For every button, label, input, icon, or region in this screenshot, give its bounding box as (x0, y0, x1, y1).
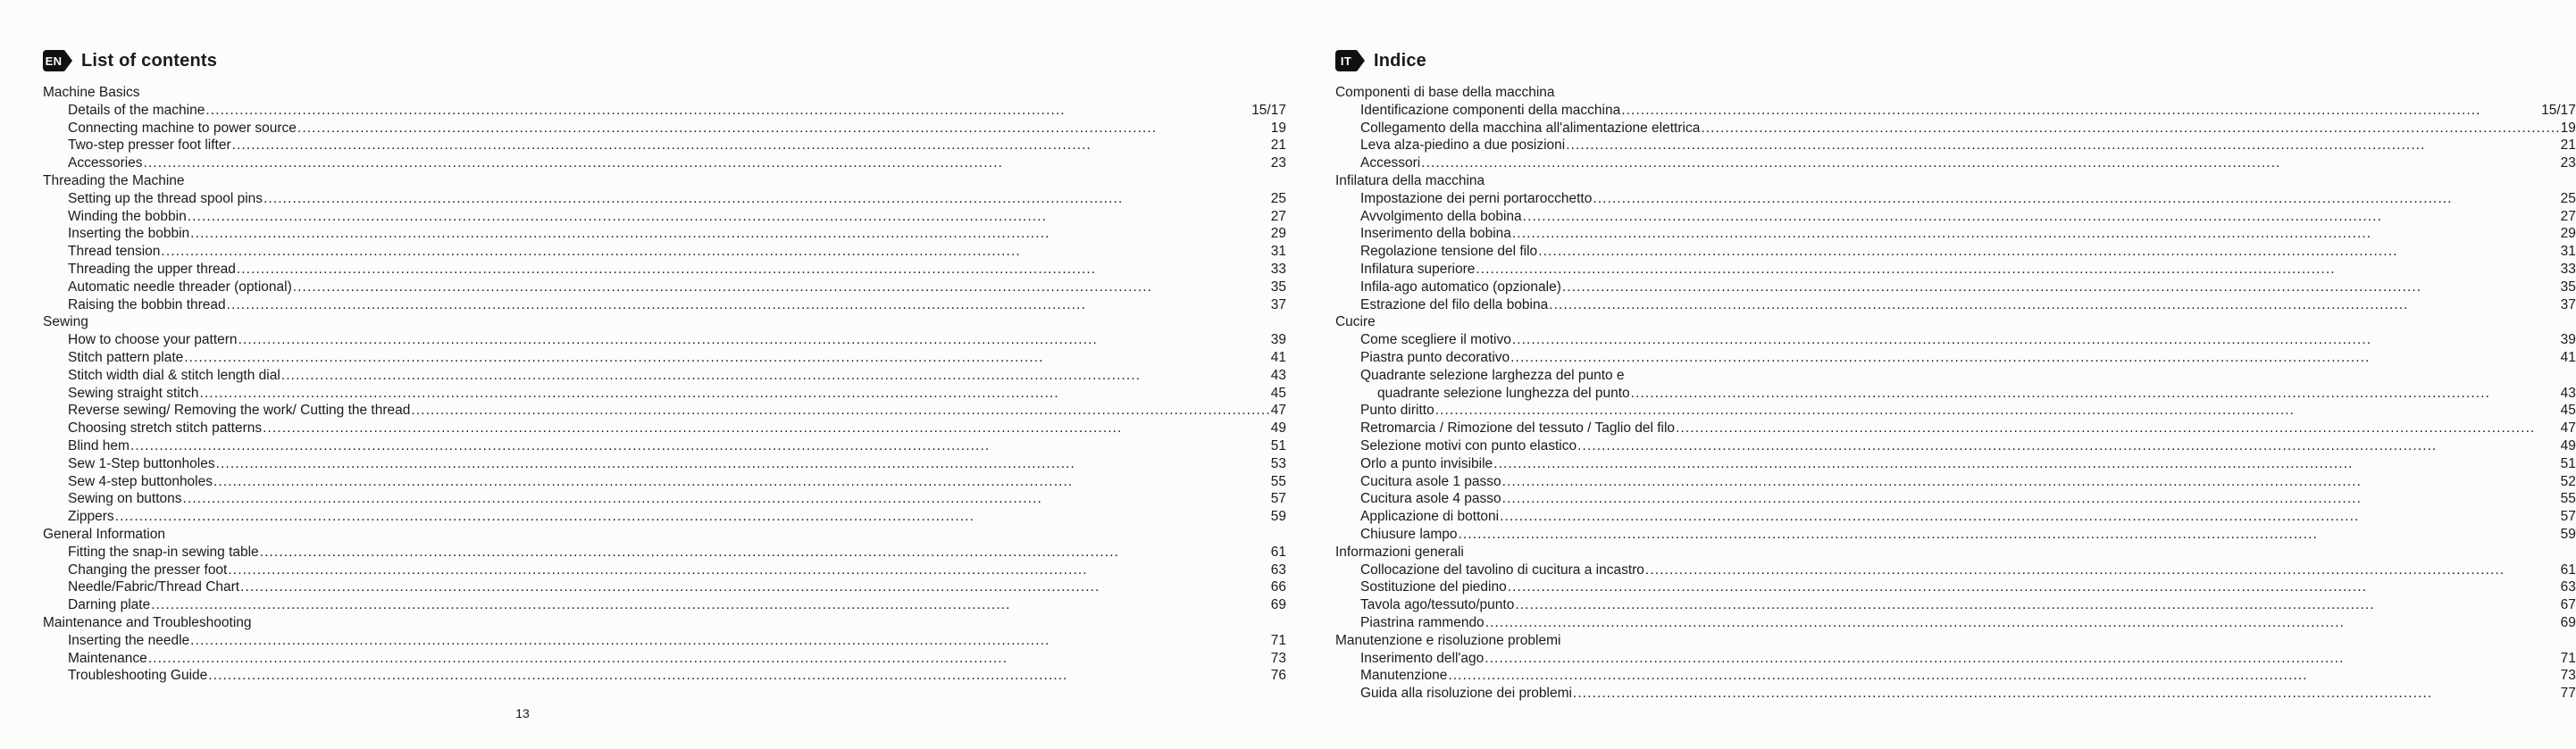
toc-entry-label: Accessories (68, 155, 143, 171)
toc-entry-label: Changing the presser foot (68, 562, 228, 578)
dot-leader (1630, 385, 2561, 403)
toc-entry (1335, 331, 2576, 349)
toc-entry-label: Automatic needle threader (optional) (68, 279, 292, 295)
dot-leader (1577, 437, 2561, 455)
dot-leader (198, 385, 1270, 403)
toc-entry-page: 51 (1270, 437, 1286, 454)
toc-entry-page: 77 (2560, 686, 2576, 702)
toc-entry-label: Sostituzione del piedino (1359, 579, 1507, 595)
toc-entry-label: Zippers (68, 509, 114, 525)
dot-leader (1620, 102, 2541, 120)
toc-entry-page: 69 (2560, 614, 2576, 630)
toc-entry (43, 385, 1286, 403)
toc-entry (1335, 455, 2576, 473)
toc-entry-label: Reverse sewing/ Removing the work/ Cutting the thread (68, 403, 411, 419)
dot-leader (226, 296, 1271, 314)
toc-title-italian: Indice (1373, 50, 1426, 71)
toc-entry-page: 61 (1270, 544, 1286, 560)
toc-entry (1335, 490, 2576, 508)
toc-entry (43, 402, 1286, 420)
toc-entry (1335, 296, 2576, 314)
toc-entry-page: 37 (1270, 296, 1286, 312)
toc-entry (43, 650, 1286, 668)
toc-entry (1335, 402, 2576, 420)
toc-entry (43, 632, 1286, 650)
toc-column-italian (1335, 49, 2576, 703)
toc-entry-page: 45 (2560, 403, 2576, 419)
dot-leader (297, 120, 1271, 137)
toc-entry-page: 52 (2560, 473, 2576, 489)
toc-entry-label: Sew 4-step buttonholes (68, 473, 213, 489)
dot-leader (1484, 650, 2560, 668)
dot-leader (182, 490, 1271, 508)
toc-entry (43, 349, 1286, 367)
toc-entry-page: 33 (1270, 261, 1286, 277)
toc-section-heading: Sewing (43, 314, 88, 330)
toc-title-english: List of contents (81, 50, 218, 71)
dot-leader (143, 154, 1271, 172)
dot-leader (236, 261, 1271, 279)
toc-entry (1335, 614, 2576, 632)
toc-entry-label: Piastrina rammendo (1359, 614, 1485, 630)
toc-entry (1335, 685, 2576, 703)
toc-entry-page: 31 (2560, 244, 2576, 260)
toc-section-heading: Machine Basics (43, 85, 140, 100)
toc-entry-page: 73 (1270, 650, 1286, 666)
toc-entry-page: 55 (1270, 473, 1286, 489)
toc-section-heading: Maintenance and Troubleshooting (43, 614, 252, 630)
toc-entry-page: 55 (2560, 491, 2576, 507)
dot-leader (213, 473, 1271, 491)
toc-entry-page: 47 (1270, 403, 1286, 419)
toc-entry-page: 25 (2560, 190, 2576, 206)
dot-leader (150, 596, 1271, 614)
toc-entry (1335, 279, 2576, 296)
toc-section-heading: Informazioni generali (1334, 544, 1464, 560)
toc-section-heading: Cucire (1334, 314, 1376, 330)
toc-entry-page: 71 (2560, 650, 2576, 666)
dot-leader (189, 632, 1271, 650)
dot-leader (1592, 190, 2560, 208)
dot-leader (215, 455, 1271, 473)
toc-entry-page: 57 (2560, 509, 2576, 525)
toc-entry (43, 208, 1286, 226)
toc-entry-label: Connecting machine to power source (68, 120, 297, 136)
toc-entry (43, 544, 1286, 562)
toc-entry-label: Impostazione dei perni portarocchetto (1359, 190, 1593, 206)
toc-entry (43, 225, 1286, 243)
toc-entry (43, 455, 1286, 473)
toc-entry-label: Come scegliere il motivo (1359, 332, 1511, 348)
toc-entry (1335, 120, 2576, 137)
toc-entry-label: Chiusure lampo (1359, 526, 1458, 542)
toc-entry-label: Inserimento dell'ago (1359, 650, 1485, 666)
toc-entry-label: Estrazione del filo della bobina (1359, 296, 1549, 312)
toc-entry-page: 59 (2560, 526, 2576, 542)
toc-entry-page: 67 (2560, 597, 2576, 613)
toc-entry-label: Inserting the bobbin (68, 226, 190, 242)
dot-leader (1493, 455, 2560, 473)
toc-entry-page: 69 (1270, 597, 1286, 613)
toc-entry-page: 15/17 (1251, 102, 1286, 118)
toc-entry-label: Raising the bobbin thread (68, 296, 226, 312)
dot-leader (1485, 614, 2561, 632)
toc-entry-label: Retromarcia / Rimozione del tessuto / Taglio del filo (1359, 420, 1676, 437)
toc-entry-label: Sew 1-Step buttonholes (68, 455, 215, 471)
dot-leader (1510, 349, 2561, 367)
toc-columns (43, 49, 2576, 703)
toc-entry-label: Stitch pattern plate (68, 349, 184, 365)
toc-entry (43, 279, 1286, 296)
toc-entry-page: 39 (2560, 332, 2576, 348)
toc-entry-label: Maintenance (68, 650, 147, 666)
toc-entry-label: Sewing straight stitch (68, 385, 199, 401)
toc-entry-page: 35 (2560, 279, 2576, 295)
toc-entry-label: Leva alza-piedino a due posizioni (1359, 137, 1566, 154)
dot-leader (1700, 120, 2560, 137)
dot-leader (1507, 578, 2561, 596)
toc-entry (43, 667, 1286, 685)
toc-entry (1335, 137, 2576, 154)
dot-leader (189, 225, 1271, 243)
dot-leader (130, 437, 1271, 455)
toc-entry (43, 562, 1286, 579)
dot-leader (205, 102, 1251, 120)
toc-entry-label: Choosing stretch stitch patterns (68, 420, 263, 437)
toc-entry-label: Details of the machine (68, 102, 205, 118)
dot-leader (1420, 154, 2561, 172)
toc-entry (43, 102, 1286, 120)
toc-entry-label: Stitch width dial & stitch length dial (68, 367, 280, 383)
dot-leader (238, 331, 1271, 349)
dot-leader (147, 650, 1271, 668)
toc-entry-page: 49 (2560, 437, 2576, 454)
dot-leader (1501, 473, 2561, 491)
toc-entry (1335, 473, 2576, 491)
dot-leader (207, 667, 1270, 685)
toc-entry-page: 43 (2560, 385, 2576, 401)
toc-entry (43, 261, 1286, 279)
toc-entry-page: 15/17 (2541, 102, 2576, 118)
language-badge-en-icon: EN (43, 50, 64, 71)
toc-section-heading: Threading the Machine (43, 172, 185, 188)
toc-entry-page: 23 (1270, 155, 1286, 171)
dot-leader (227, 562, 1270, 579)
toc-entry-page: 25 (1270, 190, 1286, 206)
toc-entry-label: Troubleshooting Guide (68, 668, 208, 684)
dot-leader (1572, 685, 2561, 703)
toc-entry-page: 51 (2560, 455, 2576, 471)
toc-entry-label: Piastra punto decorativo (1359, 349, 1510, 365)
toc-entry-page: 63 (1270, 562, 1286, 578)
toc-entry-label: Setting up the thread spool pins (68, 190, 263, 206)
toc-entry (1335, 650, 2576, 668)
dot-leader (1511, 331, 2561, 349)
toc-entry-label: Quadrante selezione larghezza del punto e (1359, 367, 1625, 383)
toc-entry (43, 578, 1286, 596)
toc-entry-page: 45 (1270, 385, 1286, 401)
toc-entry (1335, 526, 2576, 544)
dot-leader (239, 578, 1271, 596)
toc-entry-label: Accessori (1359, 155, 1421, 171)
toc-entry (1335, 225, 2576, 243)
toc-list-english (43, 84, 1286, 685)
dot-leader (1644, 562, 2561, 579)
toc-entry (43, 120, 1286, 137)
toc-entry-label: Guida alla risoluzione dei problemi (1359, 686, 1572, 702)
toc-entry-label: Selezione motivi con punto elastico (1359, 437, 1577, 454)
dot-leader (1501, 490, 2561, 508)
toc-entry-label: Two-step presser foot lifter (68, 137, 231, 154)
toc-entry-label: Threading the upper thread (68, 261, 236, 277)
toc-entry-label: Needle/Fabric/Thread Chart (68, 579, 240, 595)
toc-entry-page: 27 (1270, 208, 1286, 224)
toc-entry (1335, 385, 2576, 403)
toc-entry (43, 473, 1286, 491)
dot-leader (263, 190, 1271, 208)
toc-entry (1335, 508, 2576, 526)
dot-leader (1548, 296, 2560, 314)
toc-entry-page: 71 (1270, 632, 1286, 648)
dot-leader (1675, 420, 2561, 437)
toc-entry-page: 63 (2560, 579, 2576, 595)
toc-entry (43, 490, 1286, 508)
dot-leader (262, 420, 1271, 437)
dot-leader (280, 367, 1271, 385)
toc-entry-page: 19 (1270, 120, 1286, 136)
toc-entry-page: 57 (1270, 491, 1286, 507)
toc-entry-page: 73 (2560, 668, 2576, 684)
toc-entry-page: 21 (1270, 137, 1286, 154)
dot-leader (259, 544, 1271, 562)
toc-entry-label: Collocazione del tavolino di cucitura a incastro (1359, 562, 1644, 578)
toc-entry-label: Winding the bobbin (68, 208, 187, 224)
toc-entry-page: 21 (2560, 137, 2576, 154)
toc-entry (1335, 243, 2576, 261)
toc-entry-page: 61 (2560, 562, 2576, 578)
toc-entry (1335, 437, 2576, 455)
toc-section-heading: Infilatura della macchina (1334, 172, 1485, 188)
toc-entry (1335, 562, 2576, 579)
toc-entry (43, 596, 1286, 614)
toc-entry-label: Infila-ago automatico (opzionale) (1359, 279, 1561, 295)
toc-header-english (43, 49, 1286, 72)
dot-leader (1475, 261, 2560, 279)
toc-entry (1335, 190, 2576, 208)
toc-entry (1335, 349, 2576, 367)
toc-entry-page: 29 (2560, 226, 2576, 242)
toc-column-english (43, 49, 1286, 703)
toc-entry-page: 39 (1270, 332, 1286, 348)
toc-entry-label: Inserting the needle (68, 632, 190, 648)
toc-entry-page: 31 (1270, 244, 1286, 260)
toc-entry (43, 437, 1286, 455)
dot-leader (1522, 208, 2561, 226)
toc-entry-page: 37 (2560, 296, 2576, 312)
toc-entry (43, 190, 1286, 208)
toc-entry (43, 508, 1286, 526)
toc-entry-page: 35 (1270, 279, 1286, 295)
dot-leader (187, 208, 1271, 226)
toc-entry (43, 367, 1286, 385)
toc-entry-page: 53 (1270, 455, 1286, 471)
toc-entry-label: Thread tension (68, 244, 161, 260)
toc-entry-label: Collegamento della macchina all'alimentazione elettrica (1359, 120, 1701, 136)
toc-entry-page: 76 (1270, 668, 1286, 684)
toc-entry-label: Orlo a punto invisibile (1359, 455, 1493, 471)
dot-leader (1499, 508, 2561, 526)
toc-entry (1335, 102, 2576, 120)
toc-entry-label: Fitting the snap-in sewing table (68, 544, 259, 560)
toc-entry-label: Punto diritto (1359, 403, 1434, 419)
toc-entry (43, 154, 1286, 172)
toc-entry (43, 137, 1286, 154)
toc-entry-page: 59 (1270, 509, 1286, 525)
toc-entry-page: 41 (1270, 349, 1286, 365)
dot-leader (1458, 526, 2561, 544)
toc-entry (43, 296, 1286, 314)
toc-entry-page: 27 (2560, 208, 2576, 224)
toc-entry-label: Blind hem (68, 437, 130, 454)
toc-entry (1335, 154, 2576, 172)
dot-leader (183, 349, 1270, 367)
toc-entry-page: 29 (1270, 226, 1286, 242)
toc-entry (1335, 261, 2576, 279)
dot-leader (1511, 225, 2561, 243)
dot-leader (1537, 243, 2560, 261)
toc-entry-label: Identificazione componenti della macchina (1359, 102, 1621, 118)
toc-entry (1335, 420, 2576, 437)
toc-entry-label: Cucitura asole 1 passo (1359, 473, 1501, 489)
toc-entry (1335, 367, 2576, 385)
toc-entry-page: 23 (2560, 155, 2576, 171)
toc-entry (1335, 596, 2576, 614)
toc-entry-label: quadrante selezione lunghezza del punto (1376, 385, 1630, 401)
dot-leader (1565, 137, 2560, 154)
toc-entry (1335, 208, 2576, 226)
page-number: 13 (515, 706, 530, 720)
toc-entry-label: Tavola ago/tessuto/punto (1359, 597, 1515, 613)
language-badge-it-icon: IT (1335, 50, 1357, 71)
toc-entry-page: 66 (1270, 579, 1286, 595)
toc-entry-page: 49 (1270, 420, 1286, 437)
toc-header-italian (1335, 49, 2576, 72)
dot-leader (114, 508, 1271, 526)
toc-section-heading: General Information (43, 526, 165, 542)
toc-entry-label: Cucitura asole 4 passo (1359, 491, 1501, 507)
toc-entry (43, 331, 1286, 349)
toc-entry-label: Avvolgimento della bobina (1359, 208, 1522, 224)
dot-leader (410, 402, 1270, 420)
toc-entry-page: 19 (2560, 120, 2576, 136)
dot-leader (1434, 402, 2561, 420)
toc-entry-page: 33 (2560, 261, 2576, 277)
dot-leader (1514, 596, 2560, 614)
toc-entry-label: Darning plate (68, 597, 151, 613)
toc-entry-page: 47 (2560, 420, 2576, 437)
toc-entry-label: Regolazione tensione del filo (1359, 244, 1538, 260)
toc-entry (43, 243, 1286, 261)
dot-leader (231, 137, 1271, 154)
toc-list-italian (1335, 84, 2576, 703)
toc-entry-page: 43 (1270, 367, 1286, 383)
dot-leader (1561, 279, 2561, 296)
toc-section-heading: Componenti di base della macchina (1334, 85, 1555, 100)
toc-entry-label: How to choose your pattern (68, 332, 238, 348)
dot-leader (1447, 667, 2560, 685)
toc-section-heading: Manutenzione e risoluzione problemi (1334, 632, 1561, 648)
toc-entry (1335, 667, 2576, 685)
dot-leader (292, 279, 1271, 296)
toc-entry-label: Manutenzione (1359, 668, 1448, 684)
dot-leader (160, 243, 1270, 261)
toc-entry-label: Applicazione di bottoni (1359, 509, 1500, 525)
toc-entry-label: Inserimento della bobina (1359, 226, 1511, 242)
toc-entry (43, 420, 1286, 437)
toc-entry-label: Sewing on buttons (68, 491, 182, 507)
toc-entry-label: Infilatura superiore (1359, 261, 1476, 277)
toc-entry (1335, 578, 2576, 596)
toc-entry-page: 41 (2560, 349, 2576, 365)
